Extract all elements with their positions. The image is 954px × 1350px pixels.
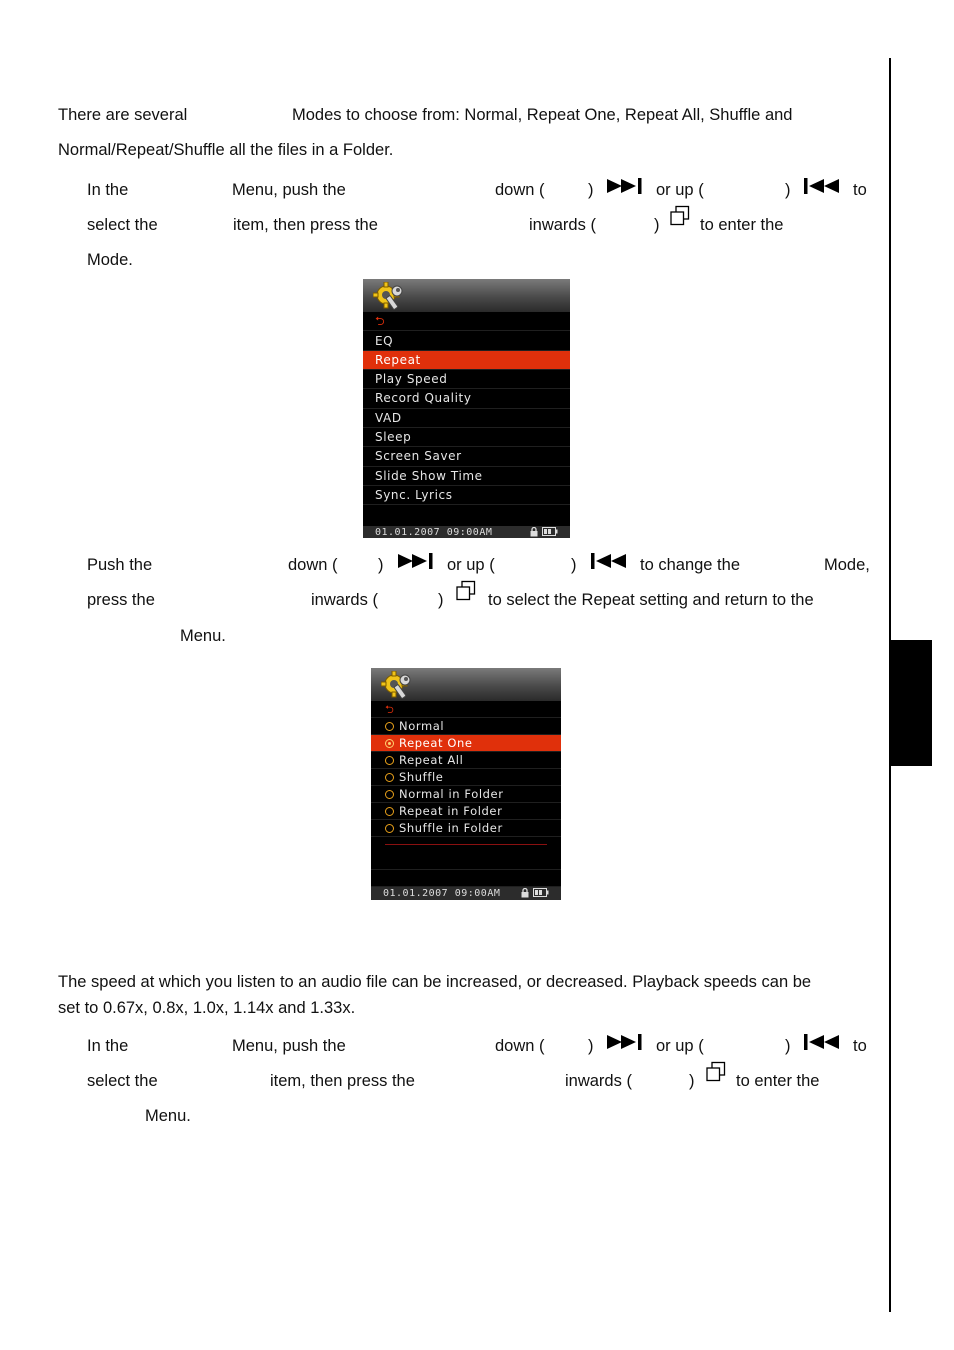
step-text: select the xyxy=(87,1072,158,1090)
repeat-option[interactable] xyxy=(371,752,561,769)
radio-icon xyxy=(385,790,394,799)
step-text: down ( xyxy=(288,556,338,574)
step-text: Mode, xyxy=(824,556,870,574)
radio-icon xyxy=(385,722,394,731)
repeat-option-label: Normal in Folder xyxy=(399,787,504,801)
step-text: item, then press the xyxy=(270,1072,415,1090)
back-row[interactable] xyxy=(363,312,570,331)
step-text: ) xyxy=(588,1037,594,1055)
step-text: Menu. xyxy=(180,627,226,645)
next-track-icon xyxy=(607,1033,645,1051)
radio-icon xyxy=(385,756,394,765)
step-text: item, then press the xyxy=(233,216,378,234)
divider xyxy=(385,844,547,845)
step-text: down ( xyxy=(495,181,545,199)
step-text: Menu, push the xyxy=(232,1037,346,1055)
lock-icon xyxy=(530,527,538,538)
step-text: down ( xyxy=(495,1037,545,1055)
intro-text: Modes to choose from: Normal, Repeat One, Repeat All, Shuffle and xyxy=(292,106,793,124)
back-icon: ⮌ xyxy=(375,314,386,328)
step-text: or up ( xyxy=(656,1037,704,1055)
date-time: 01.01.2007 09:00AM xyxy=(383,888,501,899)
lock-icon xyxy=(521,888,529,900)
repeat-option[interactable] xyxy=(371,803,561,820)
step-text: ) xyxy=(588,181,594,199)
menu-item[interactable]: Sync. Lyrics xyxy=(363,486,570,505)
step-text: or up ( xyxy=(447,556,495,574)
step-text: ) xyxy=(378,556,384,574)
repeat-option-label: Shuffle in Folder xyxy=(399,821,503,835)
step-text: ) xyxy=(785,181,791,199)
battery-icon xyxy=(542,527,558,538)
settings-menu-screenshot xyxy=(363,279,570,538)
step-text: ) xyxy=(438,591,444,609)
step-text: inwards ( xyxy=(565,1072,632,1090)
date-time: 01.01.2007 09:00AM xyxy=(375,527,493,538)
screen-header xyxy=(371,668,561,701)
intro-text: There are several xyxy=(58,106,188,124)
step-text: In the xyxy=(87,1037,129,1055)
settings-gear-icon xyxy=(373,282,405,312)
radio-icon xyxy=(385,824,394,833)
enter-icon xyxy=(455,580,477,602)
previous-track-icon xyxy=(803,177,841,195)
step-text: inwards ( xyxy=(311,591,378,609)
section-tab xyxy=(891,640,932,766)
menu-item[interactable]: Slide Show Time xyxy=(363,467,570,486)
repeat-menu-screenshot xyxy=(371,668,561,900)
step-text: Mode. xyxy=(87,251,133,269)
repeat-option[interactable] xyxy=(371,820,561,837)
back-icon: ⮌ xyxy=(385,703,395,716)
step-text: or up ( xyxy=(656,181,704,199)
step-text: ) xyxy=(571,556,577,574)
intro-text: The speed at which you listen to an audio file can be increased, or decreased. Playback speeds can be xyxy=(58,973,812,991)
repeat-option-label: Repeat All xyxy=(399,753,464,767)
previous-track-icon xyxy=(590,552,628,570)
radio-icon xyxy=(385,739,394,748)
next-track-icon xyxy=(398,552,436,570)
menu-item[interactable]: VAD xyxy=(363,409,570,428)
repeat-option-label: Repeat in Folder xyxy=(399,804,503,818)
step-text: press the xyxy=(87,591,155,609)
repeat-option[interactable] xyxy=(371,786,561,803)
step-text: Push the xyxy=(87,556,153,574)
menu-item[interactable]: Record Quality xyxy=(363,389,570,408)
empty-row xyxy=(371,853,561,870)
step-text: to xyxy=(853,181,867,199)
repeat-option[interactable] xyxy=(371,735,561,752)
step-text: to select the Repeat setting and return to the xyxy=(488,591,814,609)
previous-track-icon xyxy=(803,1033,841,1051)
battery-icon xyxy=(533,888,549,900)
radio-icon xyxy=(385,773,394,782)
step-text: Menu, push the xyxy=(232,181,346,199)
repeat-option[interactable] xyxy=(371,718,561,735)
step-text: inwards ( xyxy=(529,216,596,234)
step-text: to xyxy=(853,1037,867,1055)
screen-header xyxy=(363,279,570,312)
status-bar xyxy=(371,887,561,900)
menu-item[interactable]: Repeat xyxy=(363,351,570,370)
step-text: ) xyxy=(654,216,660,234)
step-text: to enter the xyxy=(736,1072,820,1090)
intro-text: Normal/Repeat/Shuffle all the files in a Folder. xyxy=(58,141,394,159)
enter-icon xyxy=(705,1061,727,1083)
next-track-icon xyxy=(607,177,645,195)
repeat-option-label: Normal xyxy=(399,719,445,733)
menu-item[interactable]: Screen Saver xyxy=(363,447,570,466)
step-text: Menu. xyxy=(145,1107,191,1125)
step-text: In the xyxy=(87,181,129,199)
radio-icon xyxy=(385,807,394,816)
step-text: ) xyxy=(785,1037,791,1055)
step-text: select the xyxy=(87,216,158,234)
repeat-option-label: Shuffle xyxy=(399,770,444,784)
menu-item[interactable]: EQ xyxy=(363,332,570,351)
empty-row xyxy=(371,870,561,887)
repeat-option-label: Repeat One xyxy=(399,736,473,750)
step-text: ) xyxy=(689,1072,695,1090)
settings-gear-icon xyxy=(381,671,413,701)
back-row[interactable] xyxy=(371,701,561,718)
menu-item[interactable]: Play Speed xyxy=(363,370,570,389)
enter-icon xyxy=(669,205,691,227)
menu-item[interactable]: Sleep xyxy=(363,428,570,447)
status-bar xyxy=(363,526,570,538)
step-text: to enter the xyxy=(700,216,784,234)
intro-text: set to 0.67x, 0.8x, 1.0x, 1.14x and 1.33x. xyxy=(58,999,356,1017)
repeat-option[interactable] xyxy=(371,769,561,786)
step-text: to change the xyxy=(640,556,740,574)
